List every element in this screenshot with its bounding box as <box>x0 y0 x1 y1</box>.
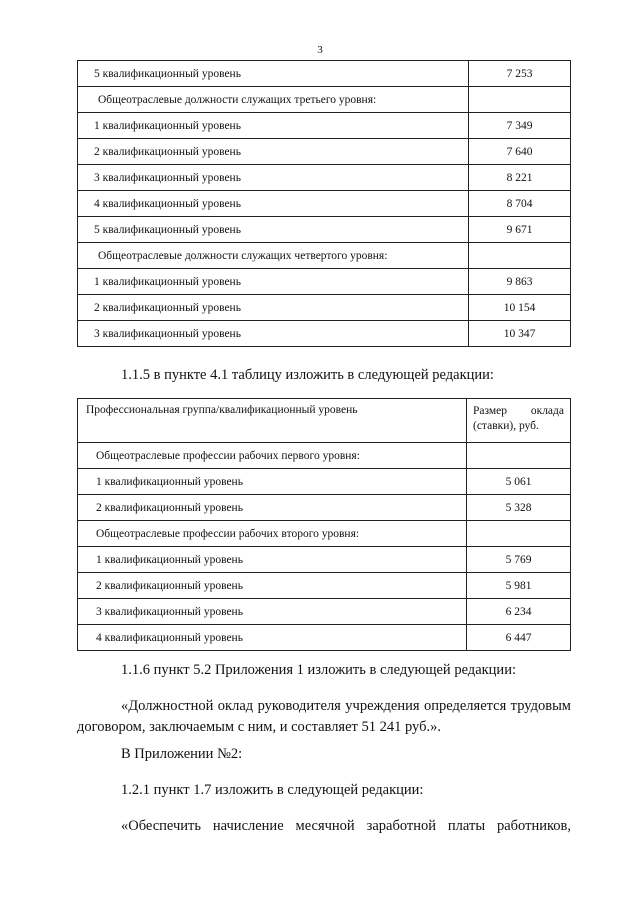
header-professional-group: Профессиональная группа/квалификационный уровень <box>78 399 467 443</box>
salary-value: 7 640 <box>469 139 571 165</box>
table-row <box>78 295 571 321</box>
qualification-level-label: 1 квалификационный уровень <box>78 269 469 295</box>
table-row <box>78 61 571 87</box>
salary-value <box>467 443 571 469</box>
table-header-row <box>78 399 571 443</box>
qualification-level-label: 1 квалификационный уровень <box>78 547 467 573</box>
qualification-level-label: 3 квалификационный уровень <box>78 321 469 347</box>
qualification-level-label: 2 квалификационный уровень <box>78 495 467 521</box>
qualification-level-label: 3 квалификационный уровень <box>78 599 467 625</box>
table-row <box>78 191 571 217</box>
salary-value: 6 447 <box>467 625 571 651</box>
header-salary-word2: оклада <box>530 405 564 417</box>
table-row <box>78 495 571 521</box>
salary-value: 9 671 <box>469 217 571 243</box>
group-header-row <box>78 521 571 547</box>
table-row <box>78 321 571 347</box>
salary-value: 8 704 <box>469 191 571 217</box>
salary-value: 7 349 <box>469 113 571 139</box>
salary-value <box>469 87 571 113</box>
salary-table-workers <box>77 398 571 651</box>
salary-value: 6 234 <box>467 599 571 625</box>
group-header-row <box>78 243 571 269</box>
table-row <box>78 625 571 651</box>
header-salary-line2: (ставки), руб. <box>473 420 539 432</box>
table-row <box>78 469 571 495</box>
qualification-level-label: 1 квалификационный уровень <box>78 469 467 495</box>
paragraph-1-1-6: 1.1.6 пункт 5.2 Приложения 1 изложить в следующей редакции: <box>121 662 516 678</box>
qualification-level-label: 2 квалификационный уровень <box>78 139 469 165</box>
qualification-level-label: 2 квалификационный уровень <box>78 573 467 599</box>
group-label: Общеотраслевые профессии рабочих второго уровня: <box>78 521 467 547</box>
quote-payroll: «Обеспечить начисление месячной заработной платы работников, <box>121 818 571 834</box>
salary-value: 7 253 <box>469 61 571 87</box>
table-row <box>78 217 571 243</box>
quote-salary-line1: «Должностной оклад руководителя учреждения определяется трудовым <box>121 698 571 714</box>
qualification-level-label: 3 квалификационный уровень <box>78 165 469 191</box>
qualification-level-label: 5 квалификационный уровень <box>78 217 469 243</box>
salary-value: 8 221 <box>469 165 571 191</box>
table-row <box>78 113 571 139</box>
header-salary-size <box>467 399 571 443</box>
paragraph-appendix-2: В Приложении №2: <box>121 746 243 762</box>
quote-salary-line2: договором, заключаемым с ним, и составляет 51 241 руб.». <box>77 719 441 735</box>
table-row <box>78 573 571 599</box>
salary-value: 5 328 <box>467 495 571 521</box>
salary-value <box>467 521 571 547</box>
salary-value: 5 769 <box>467 547 571 573</box>
table-row <box>78 599 571 625</box>
group-label: Общеотраслевые должности служащих третьего уровня: <box>78 87 469 113</box>
group-label: Общеотраслевые должности служащих четвертого уровня: <box>78 243 469 269</box>
group-header-row <box>78 87 571 113</box>
header-salary-word1: Размер <box>473 405 508 417</box>
group-header-row <box>78 443 571 469</box>
qualification-level-label: 4 квалификационный уровень <box>78 625 467 651</box>
salary-value <box>469 243 571 269</box>
paragraph-1-1-5: 1.1.5 в пункте 4.1 таблицу изложить в следующей редакции: <box>121 367 494 383</box>
salary-value: 5 981 <box>467 573 571 599</box>
table-row <box>78 165 571 191</box>
table-row <box>78 139 571 165</box>
paragraph-1-2-1: 1.2.1 пункт 1.7 изложить в следующей редакции: <box>121 782 424 798</box>
page-number: 3 <box>317 44 323 56</box>
salary-value: 5 061 <box>467 469 571 495</box>
salary-value: 9 863 <box>469 269 571 295</box>
salary-value: 10 347 <box>469 321 571 347</box>
qualification-level-label: 2 квалификационный уровень <box>78 295 469 321</box>
qualification-level-label: 5 квалификационный уровень <box>78 61 469 87</box>
salary-value: 10 154 <box>469 295 571 321</box>
table-row <box>78 547 571 573</box>
qualification-level-label: 1 квалификационный уровень <box>78 113 469 139</box>
quote-salary <box>77 696 571 738</box>
qualification-level-label: 4 квалификационный уровень <box>78 191 469 217</box>
salary-table-employees <box>77 60 571 347</box>
table-row <box>78 269 571 295</box>
group-label: Общеотраслевые профессии рабочих первого уровня: <box>78 443 467 469</box>
